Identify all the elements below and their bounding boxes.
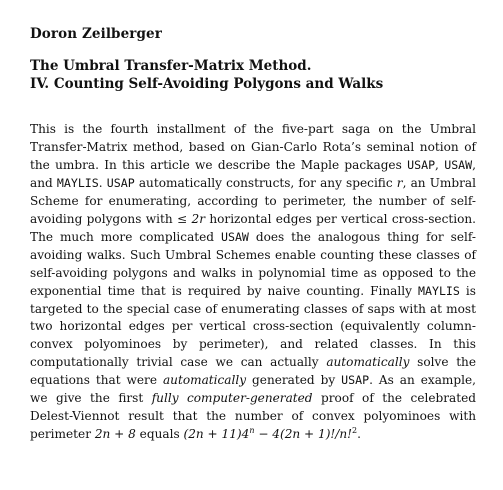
package-name: USAP — [106, 175, 135, 190]
math-exponent: n — [249, 426, 255, 436]
emphasis: automatically — [326, 355, 410, 370]
abstract — [30, 121, 476, 444]
abstract-text: This is the fourth installment of the five-part saga on the Umbral Transfer-Matrix method, based on Gian-Carlo Rota’s seminal notion of the umbra. In this article we describe the Maple packages — [30, 122, 476, 172]
abstract-text: horizontal edges per vertical cross-section. The much more complicated — [30, 211, 477, 244]
abstract-text: . — [98, 175, 107, 190]
abstract-text: generated by — [246, 373, 342, 388]
abstract-text: solve the equations that were — [30, 355, 476, 388]
abstract-text: proof of the celebrated Delest-Viennot result that the number of convex polyominoes with perimeter — [30, 391, 476, 442]
math-variable: r — [396, 175, 403, 190]
paper-page — [30, 25, 476, 444]
package-name: USAW — [444, 157, 473, 172]
math-perimeter: 2n + 8 — [94, 427, 136, 442]
abstract-text: equals — [135, 427, 184, 442]
math-formula-part: − 4(2n + 1)!/n! — [254, 427, 353, 442]
emphasis: automatically — [162, 373, 247, 388]
package-name: USAW — [220, 229, 249, 244]
abstract-text: does the analogous thing for self-avoiding walks. Such Umbral Schemes enable counting these classes of self-avoiding polygons and walks in polynomial time as opposed to the exponential time that is required by naive counting. Finally — [30, 229, 476, 298]
paper-title-line-2: IV. Counting Self-Avoiding Polygons and Walks — [30, 76, 384, 92]
abstract-text: , and — [30, 157, 476, 190]
math-formula-part: (2n + 11)4 — [183, 427, 250, 442]
author-name: Doron Zeilberger — [30, 26, 162, 42]
abstract-text: is targeted to the special case of enumerating classes of saps with at most two horizontal edges per vertical cross-section (equivalently column-convex polyominoes by perimeter), and related classes. In this computationally trivial case we can actually — [30, 283, 476, 370]
abstract-text: automatically constructs, for any specific — [134, 175, 397, 190]
package-name: USAP — [407, 157, 436, 172]
package-name: USAP — [341, 373, 370, 388]
math-inequality: ≤ 2r — [177, 211, 205, 226]
abstract-text: . — [357, 427, 361, 442]
emphasis: fully computer-generated — [151, 391, 313, 406]
paper-title — [30, 57, 476, 93]
paper-title-line-1: The Umbral Transfer-Matrix Method. — [30, 58, 312, 74]
math-exponent: 2 — [352, 426, 358, 436]
package-name: MAYLIS — [418, 283, 460, 298]
abstract-text: , — [435, 157, 445, 172]
abstract-text: , an Umbral Scheme for enumerating, according to perimeter, the number of self-avoiding polygons with — [30, 175, 476, 226]
abstract-text: . As an example, we give the first — [30, 373, 476, 406]
package-name: MAYLIS — [56, 175, 99, 190]
